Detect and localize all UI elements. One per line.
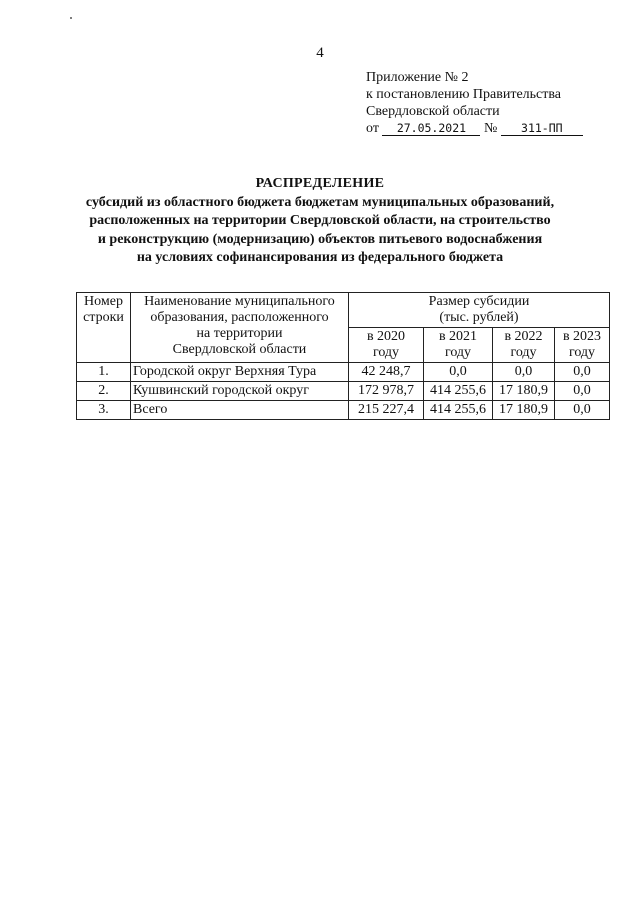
title-line-3: и реконструкцию (модернизацию) объектов питьевого водоснабжения bbox=[97, 231, 543, 247]
header-municipality-name bbox=[131, 293, 349, 363]
header-year-2023 bbox=[555, 328, 610, 363]
header-subsidy-amount bbox=[349, 293, 610, 328]
row-number-cell: 3. bbox=[77, 401, 131, 420]
year-2022-line-1: в 2022 bbox=[504, 329, 543, 344]
resolution-date: 27.05.2021 bbox=[382, 121, 480, 136]
appendix-line-2: к постановлению Правительства bbox=[366, 87, 562, 102]
title-line-1: субсидий из областного бюджета бюджетам муниципальных образований, bbox=[85, 194, 555, 210]
number-prefix: № bbox=[483, 121, 498, 136]
row-number-cell: 1. bbox=[77, 363, 131, 382]
header-name-line-4: Свердловской области bbox=[172, 342, 307, 357]
header-name-line-3: на территории bbox=[196, 326, 283, 341]
value-2021-cell: 414 255,6 bbox=[424, 401, 493, 420]
table-row-total bbox=[77, 401, 610, 420]
header-amount-line-2: (тыс. рублей) bbox=[439, 310, 519, 325]
header-name-line-2: образования, расположенного bbox=[150, 310, 329, 325]
title-line-4: на условиях софинансирования из федерального бюджета bbox=[136, 250, 504, 265]
year-2020-line-2: году bbox=[372, 345, 400, 360]
header-row-number-line-2: строки bbox=[83, 310, 124, 325]
appendix-line-3: Свердловской области bbox=[366, 104, 500, 119]
value-2023-cell: 0,0 bbox=[555, 401, 610, 420]
header-amount-line-1: Размер субсидии bbox=[428, 294, 530, 309]
title-main: РАСПРЕДЕЛЕНИЕ bbox=[255, 176, 385, 191]
municipality-cell: Всего bbox=[131, 401, 349, 420]
municipality-cell: Городской округ Верхняя Тура bbox=[131, 363, 349, 382]
value-2023-cell: 0,0 bbox=[555, 363, 610, 382]
table-header-row bbox=[77, 293, 610, 328]
year-2022-line-2: году bbox=[510, 345, 537, 360]
table-row bbox=[77, 363, 610, 382]
year-2020-line-1: в 2020 bbox=[366, 329, 406, 344]
title-line-2: расположенных на территории Свердловской области, на строительство bbox=[89, 213, 551, 228]
page-number: 4 bbox=[316, 45, 324, 61]
year-2021-line-1: в 2021 bbox=[438, 329, 478, 344]
row-number-cell: 2. bbox=[77, 382, 131, 401]
header-name-line-1: Наименование муниципального bbox=[144, 294, 335, 309]
subsidy-table bbox=[76, 292, 610, 420]
appendix-date-line bbox=[366, 120, 583, 137]
resolution-number: 311-ПП bbox=[501, 121, 583, 136]
scan-speck bbox=[70, 17, 72, 19]
header-row-number-line-1: Номер bbox=[84, 294, 123, 309]
value-2020-cell: 172 978,7 bbox=[349, 382, 424, 401]
value-2022-cell: 0,0 bbox=[493, 363, 555, 382]
value-2022-cell: 17 180,9 bbox=[493, 382, 555, 401]
year-2023-line-1: в 2023 bbox=[562, 329, 602, 344]
value-2021-cell: 414 255,6 bbox=[424, 382, 493, 401]
municipality-cell: Кушвинский городской округ bbox=[131, 382, 349, 401]
table-row bbox=[77, 382, 610, 401]
header-year-2021 bbox=[424, 328, 493, 363]
value-2021-cell: 0,0 bbox=[424, 363, 493, 382]
value-2023-cell: 0,0 bbox=[555, 382, 610, 401]
document-title bbox=[0, 175, 640, 268]
appendix-header bbox=[366, 69, 583, 137]
date-prefix: от bbox=[366, 121, 379, 136]
header-year-2022 bbox=[493, 328, 555, 363]
year-2023-line-2: году bbox=[568, 345, 596, 360]
value-2020-cell: 215 227,4 bbox=[349, 401, 424, 420]
value-2020-cell: 42 248,7 bbox=[349, 363, 424, 382]
header-year-2020 bbox=[349, 328, 424, 363]
appendix-line-1: Приложение № 2 bbox=[366, 70, 469, 85]
year-2021-line-2: году bbox=[444, 345, 472, 360]
header-row-number bbox=[77, 293, 131, 363]
value-2022-cell: 17 180,9 bbox=[493, 401, 555, 420]
